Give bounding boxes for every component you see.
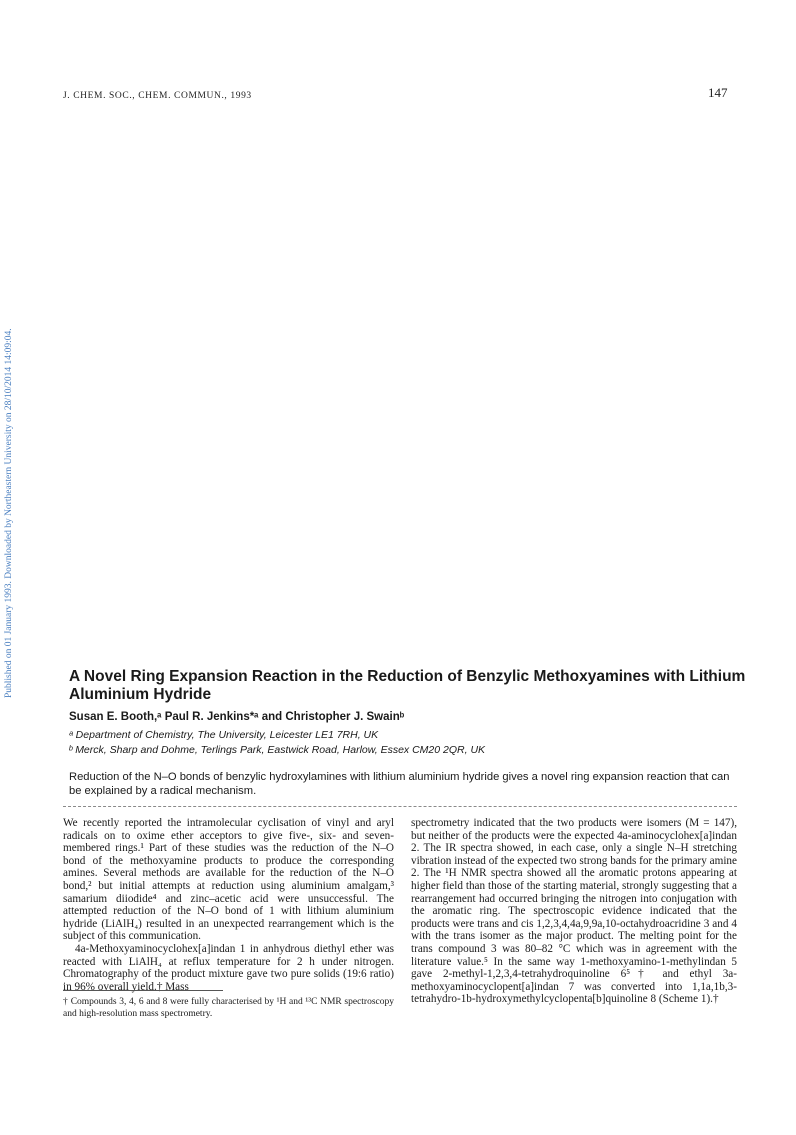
body-paragraph: We recently reported the intramolecular cyclisation of vinyl and aryl radicals on to oxime ether acceptors to give five-, six- and seven-membered rings.¹ Part of these studies was the reduction of the N–O bond of the methoxyamine products to produce the corresponding amines. Several methods are available for the reduction of the N–O bond,² but initial attempts at reduction using aluminium amalgam,³ samarium diiodide⁴ and zinc–acetic acid were unsuccessful. The attempted reduction of the N–O bond of 1 with lithium aluminium hydride (LiAlH₄) resulted in an unexpected rearrangement which is the subject of this communication. <box>63 817 394 943</box>
footnote: † Compounds 3, 4, 6 and 8 were fully characterised by ¹H and ¹³C NMR spectroscopy and high-resolution mass spectrometry. <box>63 997 394 1019</box>
body-column-right <box>411 817 737 1006</box>
article-authors: Susan E. Booth,ᵃ Paul R. Jenkins*ᵃ and Christopher J. Swainᵇ <box>69 711 405 723</box>
page-number: 147 <box>708 85 728 100</box>
affiliation-b: ᵇ Merck, Sharp and Dohme, Terlings Park, Eastwick Road, Harlow, Essex CM20 2QR, UK <box>69 744 486 756</box>
article-title: A Novel Ring Expansion Reaction in the Reduction of Benzylic Methoxyamines with Lithium Aluminium Hydride <box>69 668 746 703</box>
abstract: Reduction of the N–O bonds of benzylic hydroxylamines with lithium aluminium hydride gives a novel ring expansion reaction that can be explained by a radical mechanism. <box>69 771 730 797</box>
abstract-divider <box>63 806 737 807</box>
body-column-left <box>63 817 394 993</box>
download-watermark: Published on 01 January 1993. Downloaded by Northeastern University on 28/10/2014 14:09:04. <box>4 328 14 698</box>
running-head: J. CHEM. SOC., CHEM. COMMUN., 1993 <box>63 91 252 101</box>
body-paragraph: spectrometry indicated that the two products were isomers (M = 147), but neither of the products were the expected 4a-aminocyclohex[a]indan 2. The IR spectra showed, in each case, only a single N–H stretching vibration instead of the expected two strong bands for the primary amine 2. The ¹H NMR spectra showed all the aromatic protons appearing at higher field than those of the starting material, strongly suggesting that a rearrangement had occurred bringing the nitrogen into conjugation with the aromatic ring. The spectroscopic evidence indicated that the products were trans and cis 1,2,3,4,4a,9,9a,10-octahydroacridine 3 and 4 with the trans isomer as the major product. The melting point for the trans compound 3 was 80–82 °C which was in agreement with the literature value.⁵ In the same way 1-methoxyamino-1-methylindan 5 gave 2-methyl-1,2,3,4-tetrahydroquinoline 6⁵† and ethyl 3a-methoxyaminocyclopent[a]indan 7 was converted into 1,1a,1b,3-tetrahydro-1b-hydroxymethylcyclopenta[b]quinoline 8 (Scheme 1).† <box>411 817 737 1006</box>
affiliation-a: ᵃ Department of Chemistry, The University, Leicester LE1 7RH, UK <box>69 729 379 741</box>
footnote-divider <box>63 990 223 991</box>
body-paragraph: 4a-Methoxyaminocyclohex[a]indan 1 in anhydrous diethyl ether was reacted with LiAlH₄ at reflux temperature for 2 h under nitrogen. Chromatography of the product mixture gave two pure solids (19:6 ratio) in 96% overall yield.† Mass <box>63 942 394 993</box>
